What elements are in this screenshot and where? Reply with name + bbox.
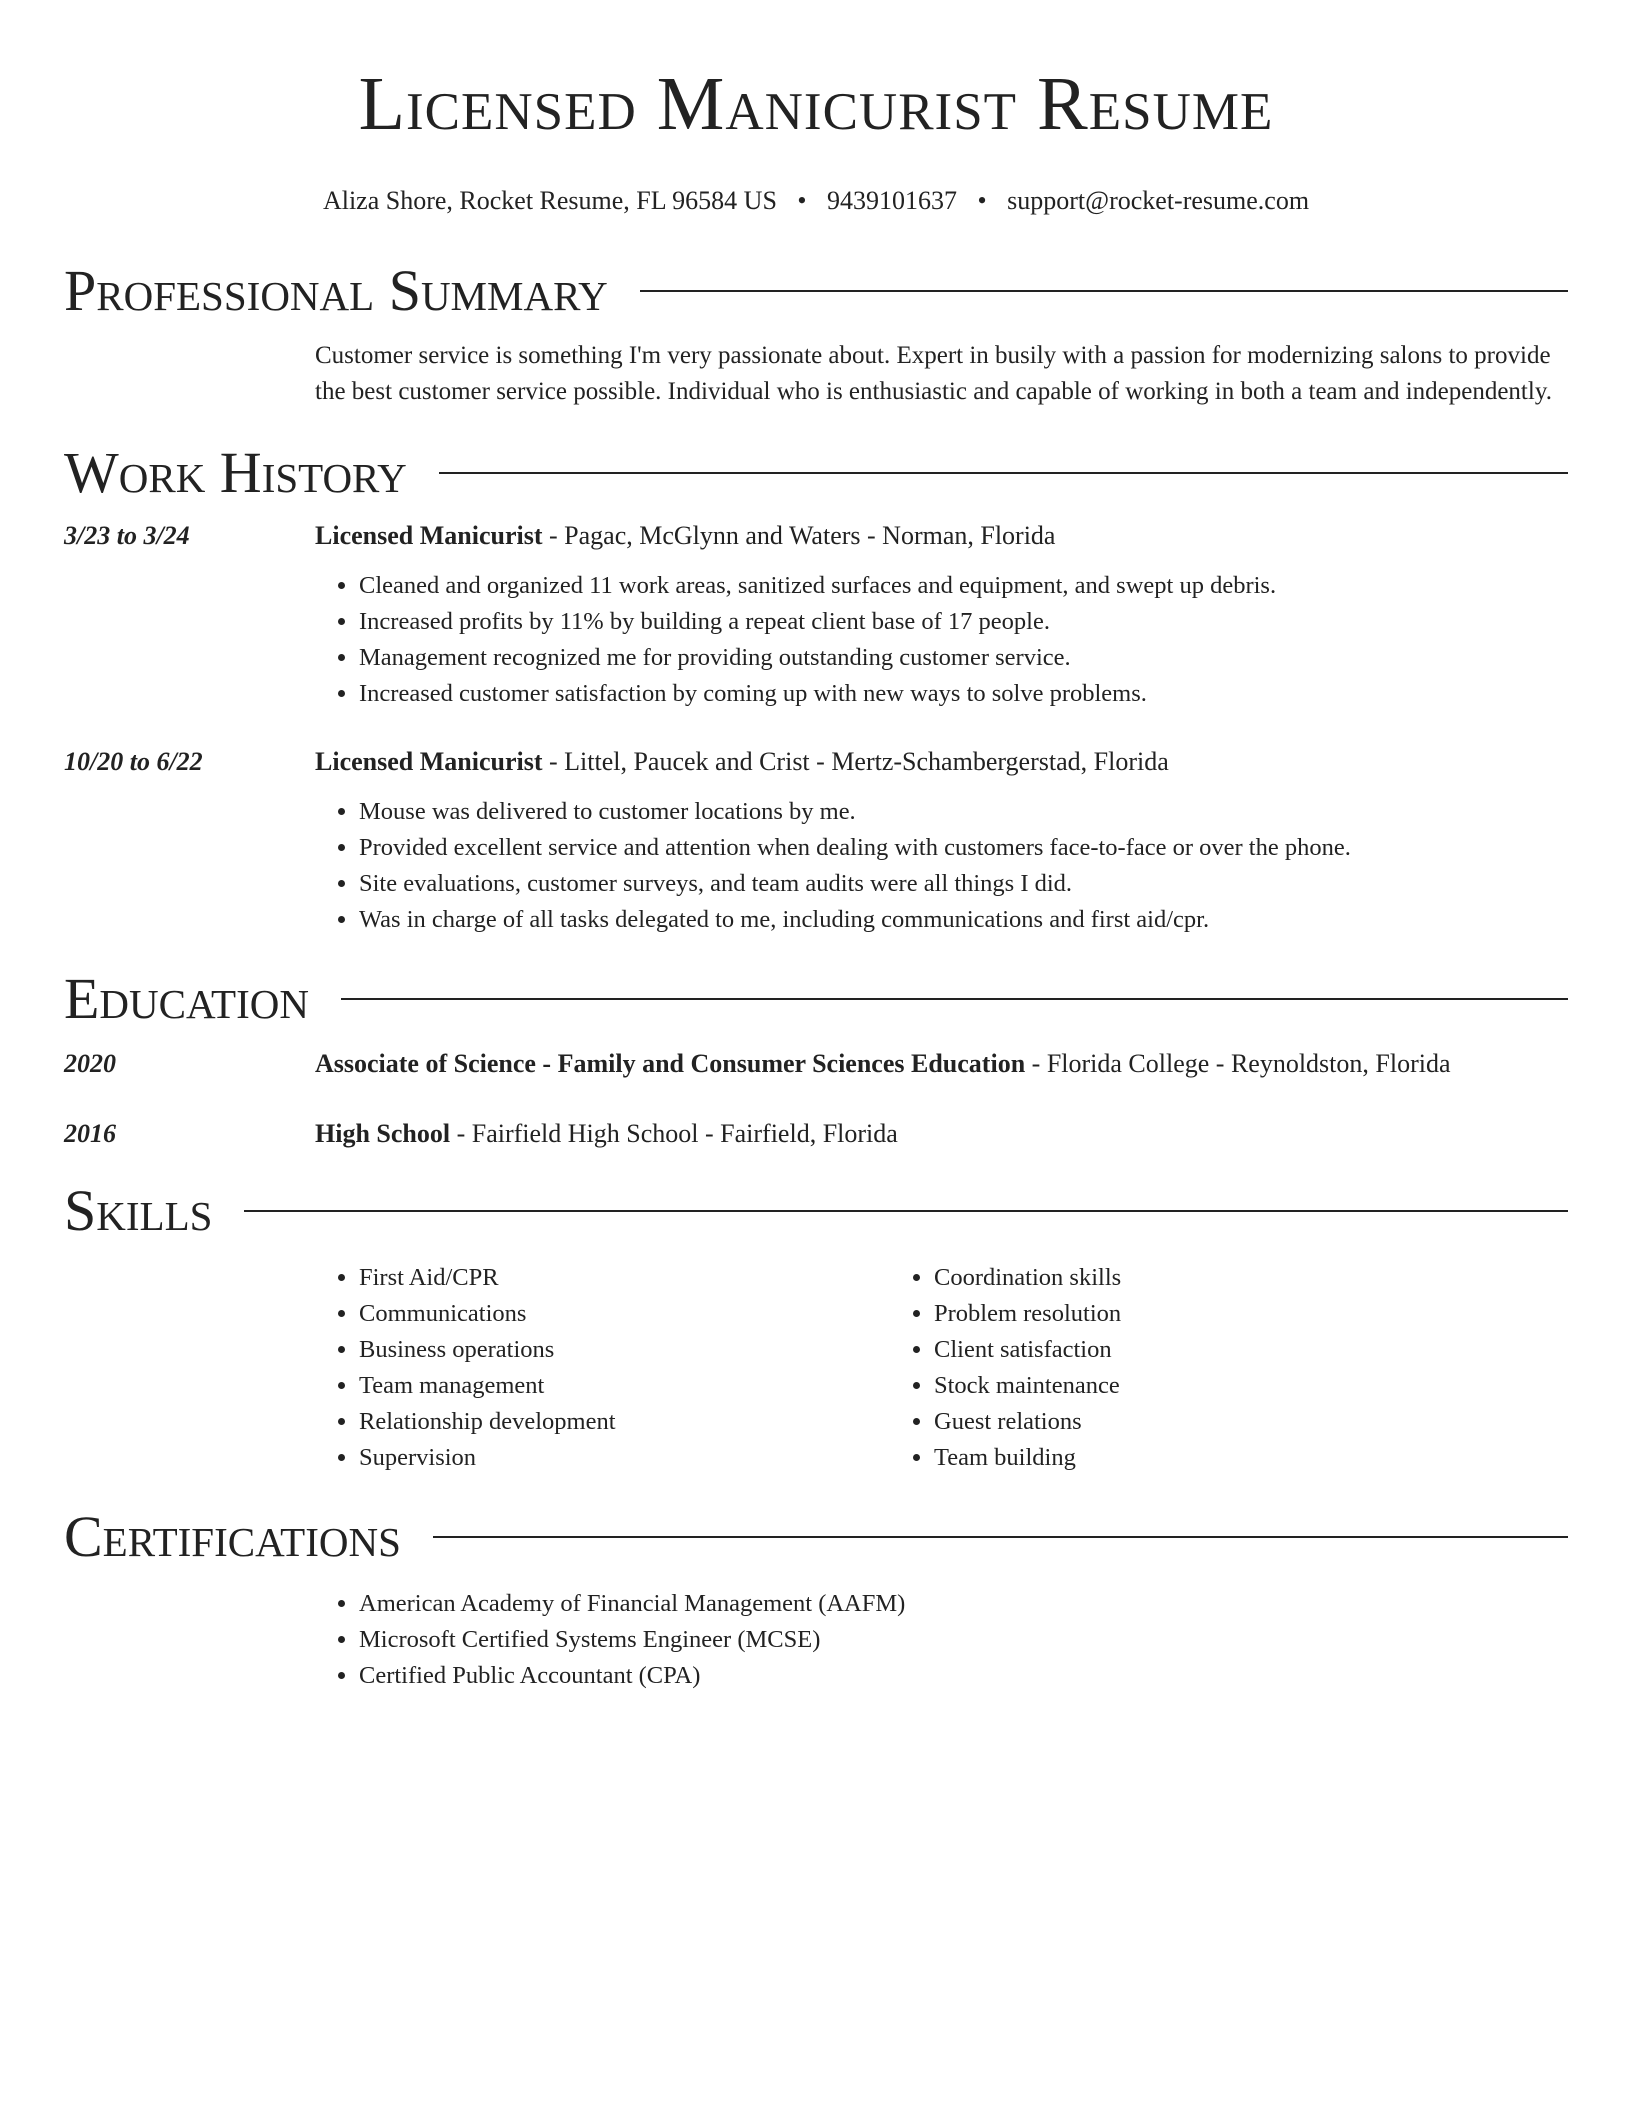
job-bullet-list	[315, 568, 1568, 712]
section-divider	[341, 998, 1568, 1000]
job-details: - Littel, Paucek and Crist - Mertz-Schambergerstad, Florida	[542, 747, 1169, 776]
skills-list-left	[315, 1260, 890, 1476]
skill-item: • Guest relations	[934, 1404, 1465, 1440]
section-divider	[433, 1536, 1568, 1538]
contact-email: support@rocket-resume.com	[1007, 186, 1310, 215]
skill-item: • First Aid/CPR	[359, 1260, 890, 1296]
job-bullet: • Cleaned and organized 11 work areas, sanitized surfaces and equipment, and swept up debris.	[359, 568, 1568, 604]
job-bullet: • Mouse was delivered to customer locations by me.	[359, 794, 1568, 830]
job-heading	[315, 518, 1568, 554]
skill-item: • Problem resolution	[934, 1296, 1465, 1332]
certifications-list	[315, 1586, 1568, 1694]
education-degree: High School	[315, 1119, 451, 1148]
certification-item: • American Academy of Financial Management (AAFM)	[359, 1586, 1568, 1622]
job-dates: 10/20 to 6/22	[64, 747, 203, 776]
job-title: Licensed Manicurist	[315, 521, 543, 550]
section-title-summary: Professional Summary	[64, 258, 608, 323]
job-heading	[315, 744, 1568, 780]
section-title-certifications: Certifications	[64, 1504, 401, 1569]
job-title: Licensed Manicurist	[315, 747, 543, 776]
resume-title: Licensed Manicurist Resume	[358, 62, 1274, 146]
section-title-education: Education	[64, 966, 309, 1031]
contact-separator: •	[797, 186, 807, 215]
certification-item: • Microsoft Certified Systems Engineer (MCSE)	[359, 1622, 1568, 1658]
section-header-certifications	[64, 1502, 1568, 1572]
skills-body	[315, 1246, 1568, 1476]
job-entry	[64, 518, 1568, 712]
job-bullet: • Site evaluations, customer surveys, and team audits were all things I did.	[359, 866, 1568, 902]
skill-item: • Team management	[359, 1368, 890, 1404]
summary-text: Customer service is something I'm very passionate about. Expert in busily with a passion for modernizing salons to provide the best customer service possible. Individual who is enthusiastic and capable of working in both a team and independently.	[315, 342, 1552, 405]
job-entry	[64, 744, 1568, 938]
education-degree: Associate of Science - Family and Consumer Sciences Education	[315, 1049, 1026, 1078]
contact-separator: •	[977, 186, 987, 215]
contact-address: Aliza Shore, Rocket Resume, FL 96584 US	[322, 186, 777, 215]
section-title-skills: Skills	[64, 1178, 213, 1243]
summary-row	[64, 338, 1568, 410]
job-bullet-list	[315, 794, 1568, 938]
education-details: - Fairfield High School - Fairfield, Florida	[450, 1119, 898, 1148]
job-dates: 3/23 to 3/24	[64, 521, 190, 550]
job-bullet: • Management recognized me for providing outstanding customer service.	[359, 640, 1568, 676]
skill-item: • Relationship development	[359, 1404, 890, 1440]
section-title-work-history: Work History	[64, 440, 407, 505]
section-divider	[439, 472, 1568, 474]
education-entry	[64, 1116, 1568, 1152]
contact-line	[64, 184, 1568, 218]
section-divider	[244, 1210, 1568, 1212]
skills-grid	[315, 1260, 1568, 1476]
skill-item: • Business operations	[359, 1332, 890, 1368]
job-body	[315, 518, 1568, 712]
section-header-education	[64, 964, 1568, 1034]
education-heading	[315, 1116, 1568, 1152]
education-details: - Florida College - Reynoldston, Florida	[1025, 1049, 1451, 1078]
education-heading	[315, 1046, 1568, 1082]
skill-item: • Stock maintenance	[934, 1368, 1465, 1404]
skill-item: • Supervision	[359, 1440, 890, 1476]
job-bullet: • Increased profits by 11% by building a repeat client base of 17 people.	[359, 604, 1568, 640]
skill-item: • Coordination skills	[934, 1260, 1465, 1296]
contact-phone: 9439101637	[827, 186, 958, 215]
certifications-row	[64, 1572, 1568, 1694]
skills-list-right	[890, 1260, 1465, 1476]
job-body	[315, 744, 1568, 938]
skill-item: • Communications	[359, 1296, 890, 1332]
skill-item: • Client satisfaction	[934, 1332, 1465, 1368]
certifications-body	[315, 1572, 1568, 1694]
section-header-work-history	[64, 438, 1568, 508]
job-bullet: • Increased customer satisfaction by coming up with new ways to solve problems.	[359, 676, 1568, 712]
job-bullet: • Provided excellent service and attention when dealing with customers face-to-face or over the phone.	[359, 830, 1568, 866]
job-details: - Pagac, McGlynn and Waters - Norman, Florida	[542, 521, 1056, 550]
education-entry	[64, 1046, 1568, 1082]
skills-row	[64, 1246, 1568, 1476]
education-year: 2016	[64, 1119, 116, 1148]
section-divider	[640, 290, 1568, 292]
skill-item: • Team building	[934, 1440, 1465, 1476]
section-header-summary	[64, 256, 1568, 326]
job-bullet: • Was in charge of all tasks delegated to me, including communications and first aid/cpr.	[359, 902, 1568, 938]
section-header-skills	[64, 1176, 1568, 1246]
education-year: 2020	[64, 1049, 116, 1078]
certification-item: • Certified Public Accountant (CPA)	[359, 1658, 1568, 1694]
